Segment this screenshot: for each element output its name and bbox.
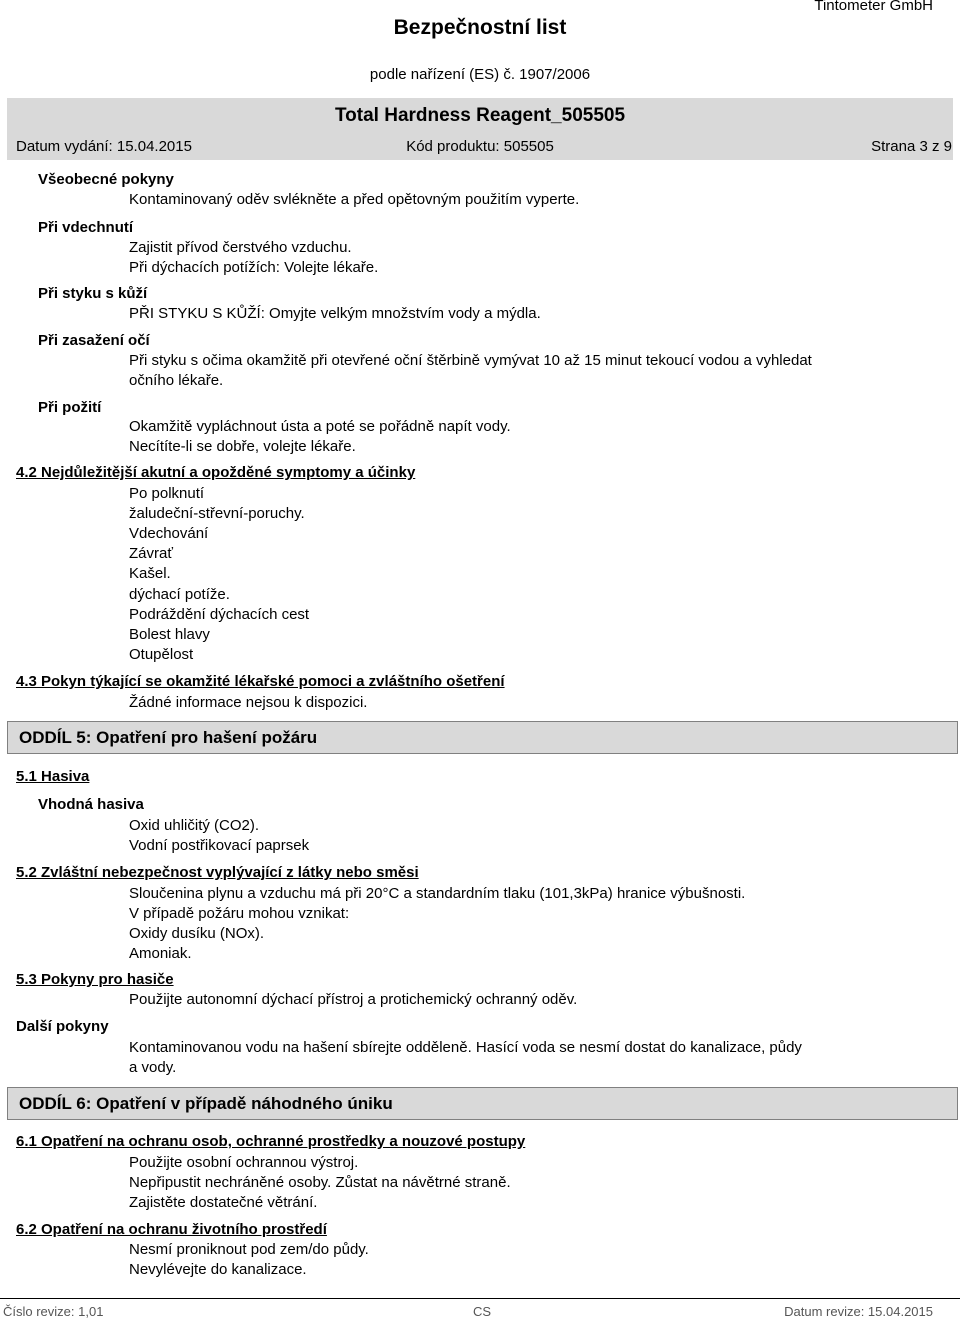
section-4-3-text: Žádné informace nejsou k dispozici. (129, 694, 368, 711)
section-6-2-heading: 6.2 Opatření na ochranu životního prostředí (16, 1221, 327, 1238)
suitable-media-label: Vhodná hasiva (38, 796, 144, 813)
symptom-item: Závrať (129, 545, 173, 562)
inhalation-text-1: Zajistit přívod čerstvého vzduchu. (129, 239, 352, 256)
environment-precaution-2: Nevylévejte do kanalizace. (129, 1261, 307, 1278)
further-info-1: Kontaminovanou vodu na hašení sbírejte odděleně. Hasící voda se nesmí dostat do kanalizace, půdy (129, 1039, 802, 1056)
personal-precaution-2: Nepřipustit nechráněné osoby. Zůstat na návětrné straně. (129, 1174, 511, 1191)
section-6-title: ODDÍL 6: Opatření v případě náhodného úniku (19, 1094, 393, 1113)
eye-contact-label: Při zasažení očí (38, 332, 150, 349)
document-title: Bezpečnostní list (393, 16, 567, 39)
language-code: CS (473, 1304, 492, 1319)
skin-contact-label: Při styku s kůží (38, 285, 148, 302)
general-advice-text: Kontaminovaný oděv svlékněte a před opětovným použitím vyperte. (129, 191, 580, 208)
special-hazard-3: Oxidy dusíku (NOx). (129, 925, 265, 942)
special-hazard-4: Amoniak. (129, 945, 192, 962)
ingestion-text-2: Necítíte-li se dobře, volejte lékaře. (129, 438, 356, 455)
special-hazard-1: Sloučenina plynu a vzduchu má při 20°C a standardním tlaku (101,3kPa) hranice výbušnosti. (129, 885, 746, 902)
product-code: Kód produktu: 505505 (406, 138, 554, 155)
further-info-2: a vody. (129, 1059, 177, 1076)
section-4-2-heading: 4.2 Nejdůležitější akutní a opožděné symptomy a účinky (16, 464, 416, 481)
inhalation-text-2: Při dýchacích potížích: Volejte lékaře. (129, 259, 379, 276)
ingestion-label: Při požití (38, 399, 102, 416)
personal-precaution-1: Použijte osobní ochrannou výstroj. (129, 1154, 359, 1171)
section-4-3-heading: 4.3 Pokyn týkající se okamžité lékařské pomoci a zvláštního ošetření (16, 673, 505, 690)
section-5-title: ODDÍL 5: Opatření pro hašení požáru (19, 728, 318, 747)
general-advice-label: Všeobecné pokyny (38, 171, 174, 188)
page-number: Strana 3 z 9 (871, 138, 952, 155)
revision-number: Číslo revize: 1,01 (3, 1304, 104, 1319)
symptom-item: Kašel. (129, 565, 171, 582)
firefighter-advice: Použijte autonomní dýchací přístroj a protichemický ochranný oděv. (129, 991, 578, 1008)
symptom-item: Vdechování (129, 525, 209, 542)
eye-contact-text-1: Při styku s očima okamžitě při otevřené oční štěrbině vymývat 10 až 15 minut tekoucí vodou a vyhledat (129, 352, 812, 369)
personal-precaution-3: Zajistěte dostatečné větrání. (129, 1194, 318, 1211)
further-info-label: Další pokyny (16, 1018, 109, 1035)
environment-precaution-1: Nesmí proniknout pod zem/do půdy. (129, 1241, 369, 1258)
symptom-item: Bolest hlavy (129, 626, 210, 643)
issue-date: Datum vydání: 15.04.2015 (16, 138, 192, 155)
section-5-1-heading: 5.1 Hasiva (16, 768, 90, 785)
eye-contact-text-2: očního lékaře. (129, 372, 224, 389)
section-5-3-heading: 5.3 Pokyny pro hasiče (16, 971, 174, 988)
suitable-media-1: Oxid uhličitý (CO2). (129, 817, 260, 834)
section-5-header (7, 721, 958, 754)
symptom-item: Otupělost (129, 646, 194, 663)
section-6-header (7, 1087, 958, 1120)
symptom-item: žaludeční-střevní-poruchy. (129, 505, 305, 522)
symptom-item: dýchací potíže. (129, 586, 230, 603)
section-6-1-heading: 6.1 Opatření na ochranu osob, ochranné prostředky a nouzové postupy (16, 1133, 526, 1150)
skin-contact-text: PŘI STYKU S KŮŽÍ: Omyjte velkým množstvím vody a mýdla. (129, 305, 541, 322)
special-hazard-2: V případě požáru mohou vznikat: (129, 905, 350, 922)
ingestion-text-1: Okamžitě vypláchnout ústa a poté se pořádně napít vody. (129, 418, 511, 435)
footer-divider (0, 1298, 960, 1299)
inhalation-label: Při vdechnutí (38, 219, 134, 236)
company-name: Tintometer GmbH (814, 0, 933, 14)
regulation-line: podle nařízení (ES) č. 1907/2006 (369, 66, 591, 83)
section-5-2-heading: 5.2 Zvláštní nebezpečnost vyplývající z látky nebo směsi (16, 864, 419, 881)
suitable-media-2: Vodní postřikovací paprsek (129, 837, 310, 854)
symptom-item: Po polknutí (129, 485, 205, 502)
revision-date: Datum revize: 15.04.2015 (784, 1304, 933, 1319)
symptom-item: Podráždění dýchacích cest (129, 606, 310, 623)
product-name: Total Hardness Reagent_505505 (334, 105, 626, 126)
